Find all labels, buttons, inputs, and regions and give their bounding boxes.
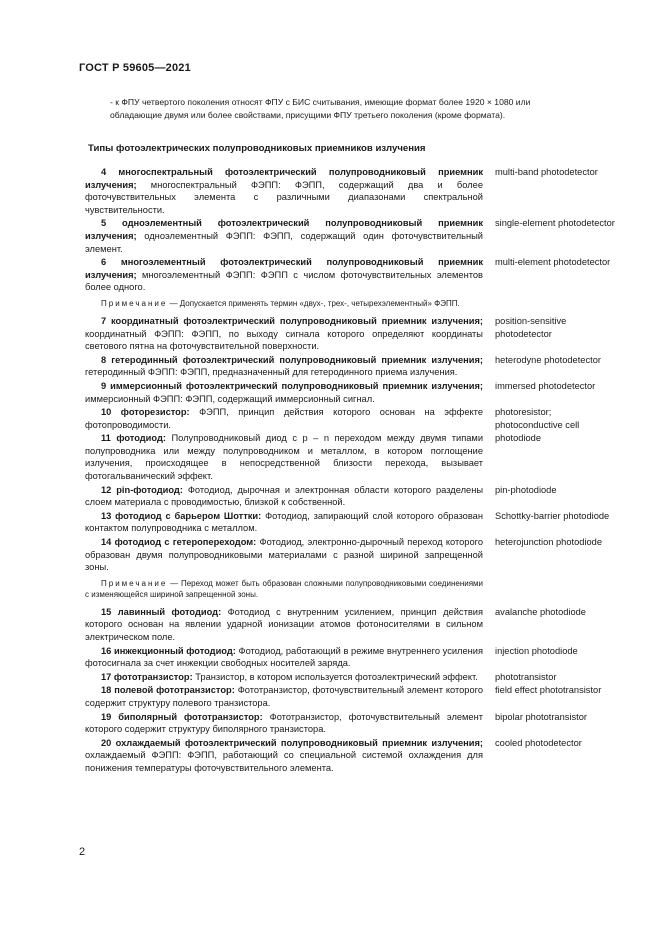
term-definition: [85, 354, 483, 379]
term-english: avalanche photodiode: [495, 606, 586, 617]
term-definition: [85, 256, 483, 294]
note-1: [85, 298, 483, 309]
term-definition: [85, 432, 483, 482]
term-definition: [85, 536, 483, 574]
standard-header: ГОСТ Р 59605—2021: [79, 62, 191, 74]
term-text: иммерсионный ФЭПП: ФЭПП, содержащий иммерсионный сигнал.: [85, 393, 375, 404]
term-english: heterojunction photodiode: [495, 537, 603, 548]
term-name: 20 охлаждаемый фотоэлектрический полупроводниковый приемник излучения;: [101, 737, 483, 748]
term-row-15: [85, 606, 615, 644]
term-definition: [85, 671, 483, 684]
term-name: 15 лавинный фотодиод:: [101, 606, 222, 617]
term-text: охлаждаемый ФЭПП: ФЭПП, работающий со специальной системой охлаждения для понижения температуры фоточувствительного элемента.: [85, 750, 483, 773]
term-text: Фотодиод, запирающий слой которого образован контактом полупроводника с металлом.: [85, 510, 483, 534]
term-name: 12 pin-фотодиод:: [101, 484, 183, 495]
term-name: 11 фотодиод:: [101, 433, 166, 444]
term-english: multi-band photodetector: [495, 167, 598, 177]
note-label: Примечание: [101, 578, 168, 588]
term-definition: [85, 406, 483, 431]
term-english: Schottky-barrier photodiode: [495, 510, 610, 521]
term-name: 4 многоспектральный фотоэлектрический полупроводниковый приемник излучения;: [85, 167, 483, 190]
note-label: Примечание: [101, 298, 168, 308]
term-english: injection photodiode: [495, 645, 578, 656]
term-definition: [85, 166, 483, 216]
term-name: 7 координатный фотоэлектрический полупроводниковый приемник излучения;: [101, 315, 483, 326]
term-text: Фотодиод с внутренним усилением, принцип действия которого основан на явлении ударной ионизации атомов фотоносителями в сильном электрическом поле.: [85, 606, 483, 642]
term-english: cooled photodetector: [495, 737, 582, 748]
term-text: одноэлементный ФЭПП: ФЭПП, содержащий один фоточувствительный элемент.: [85, 230, 483, 254]
term-name: 16 инжекционный фотодиод:: [101, 645, 236, 656]
term-definition: [85, 484, 483, 509]
note-2: [85, 578, 483, 600]
term-definition: [85, 645, 483, 670]
term-english: photodiode: [495, 433, 542, 444]
term-row-16: [85, 645, 615, 670]
term-row-5: [85, 217, 615, 255]
term-row-13: [85, 510, 615, 535]
term-text: Транзистор, в котором используется фотоэлектрический эффект.: [192, 671, 478, 682]
terms-list: [85, 166, 615, 776]
page-number: 2: [79, 846, 86, 858]
term-name: 6 многоэлементный фотоэлектрический полупроводниковый приемник излучения;: [85, 257, 483, 280]
term-text: Фотодиод, электронно-дырочный переход которого образован двумя полупроводниковыми материалами с разной шириной запрещенной зоны.: [85, 537, 483, 573]
term-definition: [85, 737, 483, 775]
term-text: гетеродинный ФЭПП: ФЭПП, предназначенный для гетеродинного приема излучения.: [85, 367, 458, 378]
term-row-18: [85, 684, 615, 709]
term-text: Фотодиод, дырочная и электронная области которого разделены слоем материала с проводимостью, близкой к собственной.: [85, 484, 484, 508]
term-text: ФЭПП, принцип действия которого основан на эффекте фотопроводимости.: [85, 407, 483, 430]
term-row-17: [85, 671, 615, 684]
term-text: Полупроводниковый диод с p – n переходом между двумя типами полупроводника или между полупроводником и металлом, в котором поглощение излучения, происходящее в непосредственной близости перехода, вызывает фотогальванический эффект.: [85, 433, 484, 482]
term-text: Фотодиод, работающий в режиме внутреннего усиления фотосигнала за счет инжекции свободных носителей заряда.: [85, 645, 483, 669]
term-english: single-element photodetector: [495, 218, 615, 229]
term-row-9: [85, 380, 615, 405]
term-definition: [85, 217, 483, 255]
term-row-19: [85, 711, 615, 736]
term-name: 19 биполярный фототранзистор:: [101, 711, 263, 722]
term-text: многоэлементный ФЭПП: ФЭПП с числом фоточувствительных элементов более одного.: [85, 269, 483, 293]
term-row-20: [85, 737, 615, 775]
term-text: Фототранзистор, фоточувствительный элемент которого содержит структуру биполярного транзистора.: [85, 711, 483, 735]
intro-paragraph: [110, 96, 550, 121]
term-english: photoresistor; photoconductive cell: [495, 407, 580, 430]
term-row-10: [85, 406, 615, 431]
term-english: position-sensitive photodetector: [495, 315, 567, 339]
term-row-14: [85, 536, 615, 574]
term-name: 10 фоторезистор:: [101, 407, 190, 418]
term-english: multi-element photodetector: [495, 257, 611, 268]
term-name: 17 фототранзистор:: [101, 671, 193, 682]
term-definition: [85, 380, 483, 405]
note-text: — Допускается применять термин «двух-, трех-, четырехэлементный» ФЭПП.: [167, 298, 460, 308]
term-english: field effect phototransistor: [495, 685, 602, 696]
term-row-7: [85, 315, 615, 353]
term-definition: [85, 315, 483, 353]
term-definition: [85, 684, 483, 709]
term-name: 14 фотодиод с гетеропереходом:: [101, 537, 257, 548]
term-row-4: [85, 166, 615, 216]
term-definition: [85, 510, 483, 535]
term-name: 5 одноэлементный фотоэлектрический полупроводниковый приемник излучения;: [85, 218, 483, 241]
term-name: 9 иммерсионный фотоэлектрический полупроводниковый приемник излучения;: [101, 380, 483, 391]
term-name: 8 гетеродинный фотоэлектрический полупроводниковый приемник излучения;: [101, 354, 483, 365]
term-row-6: [85, 256, 615, 294]
term-definition: [85, 711, 483, 736]
section-title: Типы фотоэлектрических полупроводниковых приемников излучения: [88, 143, 426, 154]
term-row-8: [85, 354, 615, 379]
term-name: 13 фотодиод с барьером Шоттки:: [101, 510, 262, 521]
intro-text: - к ФПУ четвертого поколения относят ФПУ с БИС считывания, имеющие формат более 1920 × 1080 или обладающие двумя или более свойствами, присущими ФПУ третьего поколения (кроме формата).: [110, 97, 531, 120]
term-row-11: [85, 432, 615, 482]
term-text: координатный ФЭПП: ФЭПП, по выходу сигнала которого определяют координаты светового пятна на фоточувствительной поверхности.: [85, 328, 483, 352]
term-text: Фототранзистор, фоточувствительный элемент которого содержит структуру полевого транзистора.: [85, 685, 483, 708]
term-english: pin-photodiode: [495, 484, 557, 495]
term-english: heterodyne photodetector: [495, 354, 601, 365]
term-definition: [85, 606, 483, 644]
term-name: 18 полевой фототранзистор:: [101, 685, 235, 696]
term-english: phototransistor: [495, 671, 557, 682]
term-english: bipolar phototransistor: [495, 711, 587, 722]
note-text: — Переход может быть образован сложными полупроводниковыми соединениями с изменяющейся шириной запрещенной зоны.: [85, 578, 483, 599]
term-english: immersed photodetector: [495, 380, 596, 391]
term-text: многоспектральный ФЭПП: ФЭПП, содержащий два и более фоточувствительных элемента с различными диапазонами спектральной чувствительности.: [85, 179, 483, 215]
term-row-12: [85, 484, 615, 509]
